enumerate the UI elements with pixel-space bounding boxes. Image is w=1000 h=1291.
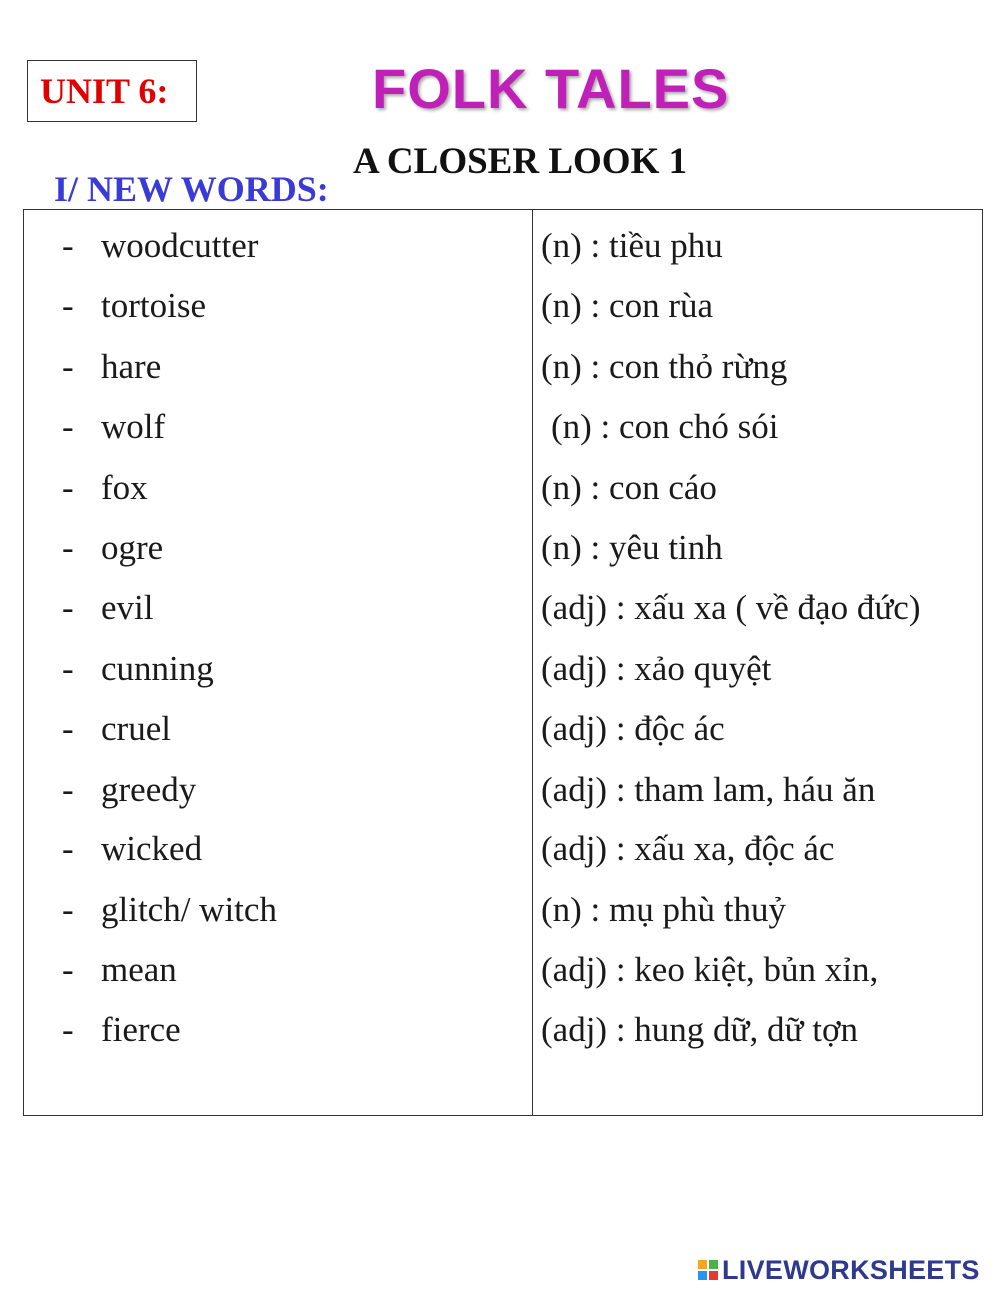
vocab-row	[24, 276, 982, 336]
bullet-dash: -	[62, 226, 74, 265]
bullet-dash: -	[62, 709, 74, 748]
liveworksheets-brand: LIVEWORKSHEETS	[722, 1254, 980, 1285]
bullet-dash: -	[62, 1010, 74, 1049]
vocab-meaning: (adj) : hung dữ, dữ tợn	[541, 1010, 858, 1049]
vocab-word: wicked	[101, 829, 203, 868]
logo-square	[709, 1271, 718, 1280]
vocab-meaning: (adj) : xấu xa, độc ác	[541, 829, 835, 868]
logo-square	[709, 1260, 718, 1269]
page-subtitle: A CLOSER LOOK 1	[353, 141, 688, 182]
vocab-word: mean	[101, 950, 177, 989]
vocab-row	[24, 819, 982, 879]
vocab-row	[24, 397, 982, 457]
vocab-meaning: (n) : tiều phu	[541, 226, 723, 265]
bullet-dash: -	[62, 588, 74, 627]
vocab-row	[24, 458, 982, 518]
page-title: FOLK TALES	[372, 57, 730, 120]
vocab-meaning: (adj) : độc ác	[541, 709, 725, 748]
vocabulary-table	[23, 209, 983, 1116]
liveworksheets-logo-icon	[698, 1260, 718, 1280]
bullet-dash: -	[62, 829, 74, 868]
unit-label: UNIT 6:	[40, 71, 169, 111]
vocab-word: ogre	[101, 528, 164, 567]
vocab-meaning: (n) : yêu tinh	[541, 528, 723, 567]
vocab-row	[24, 880, 982, 940]
vocab-word: evil	[101, 588, 154, 627]
vocab-word: tortoise	[101, 286, 206, 325]
bullet-dash: -	[62, 528, 74, 567]
vocab-row	[24, 1000, 982, 1060]
vocab-row	[24, 578, 982, 638]
liveworksheets-link[interactable]	[698, 1256, 980, 1284]
vocab-row	[24, 760, 982, 820]
vocab-word: hare	[101, 347, 162, 386]
vocab-meaning: (n) : con cáo	[541, 468, 717, 507]
vocab-meaning: (n) : con rùa	[541, 286, 714, 325]
section-heading: I/ NEW WORDS:	[54, 169, 329, 209]
vocab-row	[24, 337, 982, 397]
vocab-meaning: (n) : con thỏ rừng	[541, 347, 788, 386]
vocab-meaning: (n) : con chó sói	[551, 407, 779, 446]
vocab-word: glitch/ witch	[101, 890, 277, 929]
vocab-row	[24, 639, 982, 699]
vocab-word: wolf	[101, 407, 166, 446]
bullet-dash: -	[62, 347, 74, 386]
vocab-row	[24, 216, 982, 276]
vocab-row	[24, 518, 982, 578]
vocab-word: fierce	[101, 1010, 181, 1049]
vocab-meaning: (adj) : xảo quyệt	[541, 649, 772, 688]
bullet-dash: -	[62, 649, 74, 688]
vocab-row	[24, 699, 982, 759]
bullet-dash: -	[62, 286, 74, 325]
bullet-dash: -	[62, 950, 74, 989]
unit-label-box	[27, 60, 197, 122]
vocab-meaning: (adj) : tham lam, háu ăn	[541, 770, 876, 809]
logo-square	[698, 1260, 707, 1269]
vocab-meaning: (n) : mụ phù thuỷ	[541, 890, 786, 929]
vocab-meaning: (adj) : xấu xa ( về đạo đức)	[541, 588, 921, 627]
bullet-dash: -	[62, 407, 74, 446]
vocab-word: greedy	[101, 770, 197, 809]
bullet-dash: -	[62, 890, 74, 929]
bullet-dash: -	[62, 770, 74, 809]
vocab-word: cunning	[101, 649, 214, 688]
logo-square	[698, 1271, 707, 1280]
vocab-row	[24, 940, 982, 1000]
vocab-meaning: (adj) : keo kiệt, bủn xỉn,	[541, 950, 879, 989]
vocab-word: woodcutter	[101, 226, 259, 265]
vocab-word: cruel	[101, 709, 171, 748]
bullet-dash: -	[62, 468, 74, 507]
vocab-word: fox	[101, 468, 148, 507]
